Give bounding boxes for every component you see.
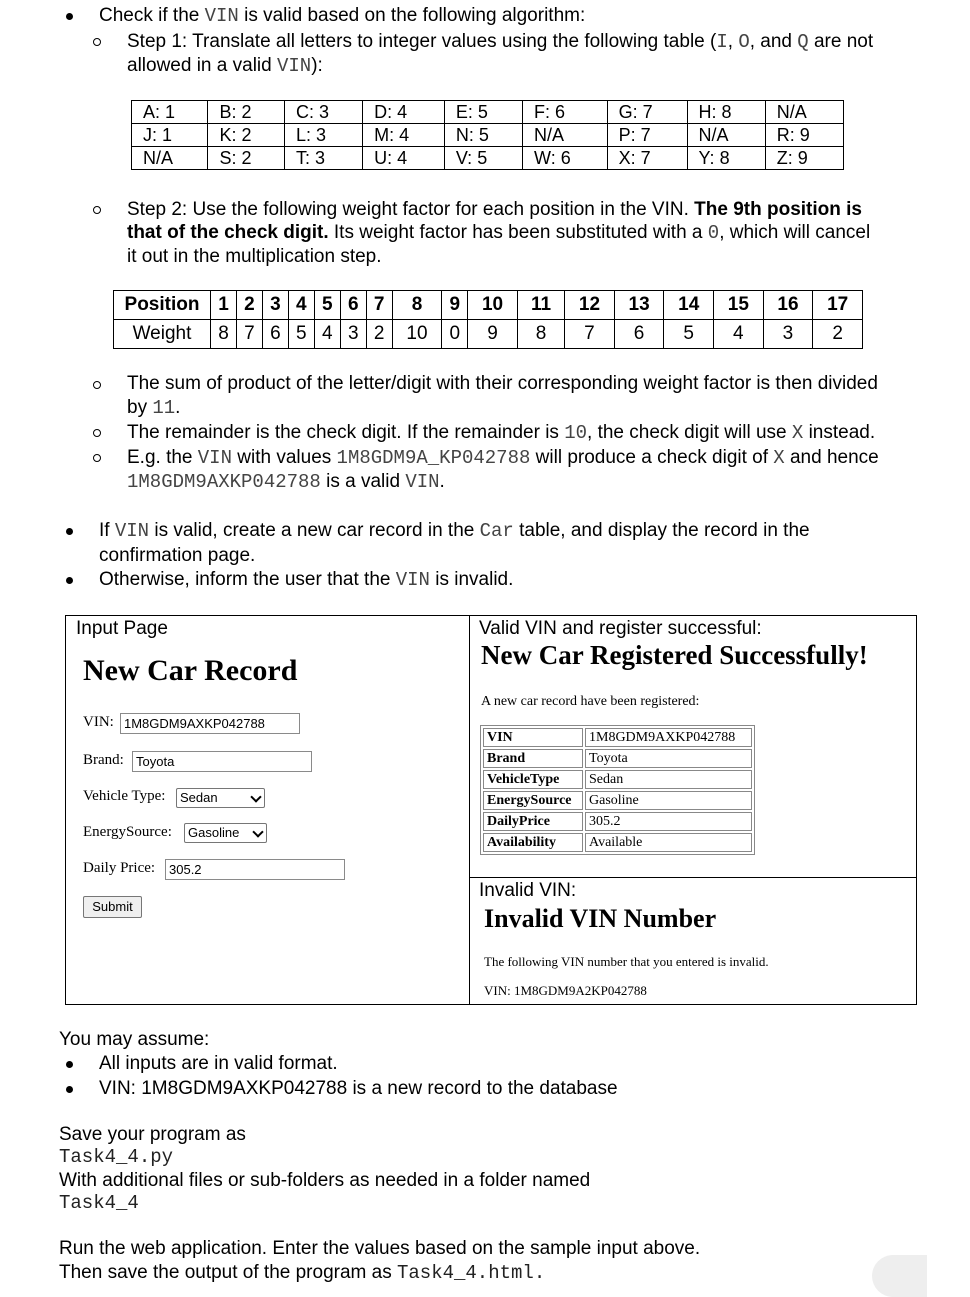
vin-label: VIN: — [83, 714, 114, 730]
letter-key: S — [219, 148, 232, 168]
letter-value: 6 — [560, 148, 571, 168]
letter-cell: H: 8 — [687, 101, 765, 124]
weight-cell: 0 — [442, 320, 468, 349]
step2-line-2: that of the check digit. Its weight factor has been substituted with a 0, which will cancel — [127, 222, 871, 244]
letter-cell: W: 6 — [523, 147, 608, 170]
letter-key: Z — [776, 148, 788, 168]
letter-cell: Z: 9 — [765, 147, 843, 170]
letter-value: 8 — [721, 102, 732, 122]
remainder-line: The remainder is the check digit. If the remainder is 10, the check digit will use X instead. — [127, 422, 876, 444]
example-line-1: E.g. the VIN with values 1M8GDM9A_KP042788 will produce a check digit of X and hence — [127, 447, 879, 469]
bullet-dot — [66, 13, 73, 20]
letter-value: 4 — [397, 102, 408, 122]
energy-source-label: EnergySource: — [83, 824, 172, 840]
letter-value: 6 — [555, 102, 566, 122]
letter-cell: M: 4 — [363, 124, 445, 147]
position-cell: 12 — [565, 291, 615, 320]
position-cell: 4 — [288, 291, 314, 320]
bullet-dot — [66, 577, 73, 584]
valid-page-heading: New Car Registered Successfully! — [481, 640, 868, 670]
letter-key: J — [143, 125, 152, 145]
position-cell: 6 — [340, 291, 366, 320]
letter-table-row — [132, 124, 844, 147]
sum-line-1: The sum of product of the letter/digit with their corresponding weight factor is then divided — [127, 373, 878, 394]
bullet-dot — [66, 528, 73, 535]
letter-key: B — [219, 102, 232, 122]
run-line-2: Then save the output of the program as Task4_4.html. — [59, 1262, 546, 1284]
letter-value: 9 — [799, 125, 810, 145]
weight-label: Weight — [114, 320, 211, 349]
letter-key: D — [374, 102, 388, 122]
position-cell: 8 — [392, 291, 442, 320]
record-key: VIN — [483, 728, 583, 747]
letter-key: P — [618, 125, 631, 145]
daily-price-input[interactable]: 305.2 — [165, 859, 345, 880]
letter-key: Y — [698, 148, 710, 168]
record-key: DailyPrice — [483, 812, 583, 831]
letter-key: E — [455, 102, 468, 122]
position-cell: 3 — [262, 291, 288, 320]
letter-cell: E: 5 — [444, 101, 522, 124]
letter-value-table — [131, 100, 844, 170]
letter-cell: T: 3 — [284, 147, 362, 170]
letter-key: K — [219, 125, 232, 145]
letter-key: A — [143, 102, 156, 122]
letter-key: N/A — [143, 148, 174, 168]
weight-cell: 10 — [392, 320, 442, 349]
letter-value: 8 — [719, 148, 730, 168]
letter-value: 3 — [314, 148, 325, 168]
circle-bullet — [93, 454, 101, 462]
brand-label: Brand: — [83, 752, 124, 768]
position-cell: 9 — [442, 291, 468, 320]
letter-key: C — [295, 102, 309, 122]
assume-item-1: All inputs are in valid format. — [99, 1053, 338, 1074]
weight-cell: 5 — [288, 320, 314, 349]
letter-key: N/A — [776, 102, 807, 122]
record-row — [483, 728, 752, 747]
letter-cell: U: 4 — [363, 147, 445, 170]
letter-key: F — [534, 102, 546, 122]
input-page-heading: New Car Record — [83, 654, 298, 687]
letter-key: W — [534, 148, 551, 168]
position-cell: 2 — [236, 291, 262, 320]
weight-cell: 5 — [664, 320, 714, 349]
circle-bullet — [93, 38, 101, 46]
daily-price-label: Daily Price: — [83, 860, 156, 876]
letter-value: 3 — [318, 102, 329, 122]
weight-cell: 2 — [366, 320, 392, 349]
letter-key: T — [295, 148, 305, 168]
record-row — [483, 791, 752, 810]
circle-bullet — [93, 429, 101, 437]
position-row — [114, 291, 863, 320]
letter-value: 7 — [640, 125, 651, 145]
letter-key: H — [698, 102, 712, 122]
invalid-bullet-line: Otherwise, inform the user that the VIN is invalid. — [99, 569, 514, 591]
letter-value: 5 — [477, 148, 488, 168]
letter-cell: P: 7 — [607, 124, 687, 147]
weight-cell: 3 — [340, 320, 366, 349]
record-row — [483, 833, 752, 852]
example-line-2: 1M8GDM9AXKP042788 is a valid VIN. — [127, 471, 445, 493]
letter-key: X — [618, 148, 631, 168]
record-table — [480, 725, 755, 855]
weight-cell: 7 — [565, 320, 615, 349]
letter-value: 9 — [797, 148, 808, 168]
letter-cell: N: 5 — [444, 124, 522, 147]
letter-cell: V: 5 — [444, 147, 522, 170]
position-cell: 11 — [517, 291, 564, 320]
position-cell: 1 — [211, 291, 237, 320]
vehicle-type-value: Sedan — [180, 790, 218, 805]
letter-cell: D: 4 — [363, 101, 445, 124]
position-cell: 16 — [763, 291, 813, 320]
valid-page-subtitle: A new car record have been registered: — [481, 694, 700, 709]
record-value: Gasoline — [585, 791, 752, 810]
letter-key: G — [618, 102, 633, 122]
letter-value: 7 — [640, 148, 651, 168]
letter-cell — [523, 124, 608, 147]
letter-key: V — [455, 148, 468, 168]
check-vin-line: Check if the VIN is valid based on the following algorithm: — [99, 5, 586, 27]
record-key: EnergySource — [483, 791, 583, 810]
bullet-dot — [66, 1086, 73, 1093]
invalid-vin-line: VIN: 1M8GDM9A2KP042788 — [484, 983, 647, 998]
letter-cell: K: 2 — [208, 124, 284, 147]
input-page-caption: Input Page — [76, 618, 168, 639]
letter-key: N/A — [534, 125, 565, 145]
run-line-1: Run the web application. Enter the values based on the sample input above. — [59, 1238, 701, 1259]
letter-cell: S: 2 — [208, 147, 284, 170]
vin-input[interactable]: 1M8GDM9AXKP042788 — [120, 713, 300, 734]
record-row — [483, 812, 752, 831]
weight-cell: 6 — [614, 320, 664, 349]
position-cell: 15 — [714, 291, 764, 320]
record-key: Brand — [483, 749, 583, 768]
valid-page-caption: Valid VIN and register successful: — [479, 618, 762, 639]
letter-value: 4 — [399, 125, 410, 145]
vehicle-type-select[interactable] — [176, 788, 265, 808]
record-key: Availability — [483, 833, 583, 852]
letter-cell — [687, 124, 765, 147]
weight-cell: 8 — [517, 320, 564, 349]
letter-cell: C: 3 — [284, 101, 362, 124]
letter-cell — [132, 147, 208, 170]
position-cell: 7 — [366, 291, 392, 320]
letter-value: 2 — [241, 102, 252, 122]
save-filename: Task4_4.py — [59, 1146, 174, 1168]
step2-line-1: Step 2: Use the following weight factor for each position in the VIN. The 9th position is — [127, 199, 862, 220]
letter-key: N — [455, 125, 469, 145]
save-folder: Task4_4 — [59, 1192, 139, 1214]
letter-cell: F: 6 — [523, 101, 608, 124]
record-value: Available — [585, 833, 752, 852]
bullet-dot — [66, 1061, 73, 1068]
letter-value: 7 — [642, 102, 653, 122]
corner-blob — [872, 1255, 927, 1297]
weight-cell: 4 — [314, 320, 340, 349]
letter-cell: A: 1 — [132, 101, 208, 124]
letter-cell: Y: 8 — [687, 147, 765, 170]
record-value: Sedan — [585, 770, 752, 789]
circle-bullet — [93, 206, 101, 214]
weight-cell: 4 — [714, 320, 764, 349]
submit-button[interactable]: Submit — [83, 896, 142, 918]
letter-cell: G: 7 — [607, 101, 687, 124]
save-line-1: Save your program as — [59, 1124, 246, 1145]
position-cell: 5 — [314, 291, 340, 320]
record-value: Toyota — [585, 749, 752, 768]
letter-value: 5 — [478, 125, 489, 145]
chevron-down-icon — [250, 791, 261, 802]
letter-value: 3 — [316, 125, 327, 145]
weight-factor-table — [113, 290, 863, 349]
record-row — [483, 770, 752, 789]
assume-heading: You may assume: — [59, 1029, 210, 1050]
chevron-down-icon — [252, 826, 263, 837]
weight-cell: 6 — [262, 320, 288, 349]
step2-line-3: it out in the multiplication step. — [127, 246, 382, 267]
record-value: 1M8GDM9AXKP042788 — [585, 728, 752, 747]
letter-cell: L: 3 — [284, 124, 362, 147]
letter-key: U — [374, 148, 388, 168]
weight-cell: 2 — [813, 320, 863, 349]
letter-value: 1 — [165, 102, 176, 122]
letter-value: 5 — [477, 102, 488, 122]
invalid-page-heading: Invalid VIN Number — [484, 904, 717, 933]
letter-cell: R: 9 — [765, 124, 843, 147]
weight-cell: 7 — [236, 320, 262, 349]
energy-source-select[interactable] — [184, 823, 267, 843]
weight-row — [114, 320, 863, 349]
invalid-message: The following VIN number that you entered is invalid. — [484, 954, 769, 969]
brand-input[interactable]: Toyota — [132, 751, 312, 772]
assume-item-2: VIN: 1M8GDM9AXKP042788 is a new record to the database — [99, 1078, 618, 1099]
letter-table-row — [132, 101, 844, 124]
weight-cell: 9 — [468, 320, 518, 349]
vehicle-type-label: Vehicle Type: — [83, 788, 166, 804]
step1-line-2: allowed in a valid VIN): — [127, 55, 323, 77]
letter-table-row — [132, 147, 844, 170]
letter-cell: B: 2 — [208, 101, 284, 124]
record-row — [483, 749, 752, 768]
circle-bullet — [93, 381, 101, 389]
letter-key: M — [374, 125, 390, 145]
record-key: VehicleType — [483, 770, 583, 789]
sum-line-2: by 11. — [127, 397, 181, 419]
invalid-page-caption: Invalid VIN: — [479, 880, 577, 901]
energy-source-value: Gasoline — [188, 825, 240, 840]
step1-line: Step 1: Translate all letters to integer values using the following table (I, O, and Q are not — [127, 31, 874, 53]
letter-value: 1 — [162, 125, 173, 145]
weight-cell: 3 — [763, 320, 813, 349]
weight-cell: 8 — [211, 320, 237, 349]
valid-bullet-line-1: If VIN is valid, create a new car record in the Car table, and display the record in the — [99, 520, 810, 542]
letter-cell: J: 1 — [132, 124, 208, 147]
position-label: Position — [114, 291, 211, 320]
letter-cell — [765, 101, 843, 124]
valid-bullet-line-2: confirmation page. — [99, 545, 256, 566]
letter-key: R — [776, 125, 790, 145]
letter-cell: X: 7 — [607, 147, 687, 170]
position-cell: 10 — [468, 291, 518, 320]
position-cell: 14 — [664, 291, 714, 320]
record-value: 305.2 — [585, 812, 752, 831]
position-cell: 17 — [813, 291, 863, 320]
letter-value: 2 — [241, 125, 252, 145]
letter-key: L — [295, 125, 306, 145]
position-cell: 13 — [614, 291, 664, 320]
letter-value: 2 — [241, 148, 252, 168]
letter-key: N/A — [698, 125, 729, 145]
letter-value: 4 — [397, 148, 408, 168]
save-line-2: With additional files or sub-folders as needed in a folder named — [59, 1170, 591, 1191]
